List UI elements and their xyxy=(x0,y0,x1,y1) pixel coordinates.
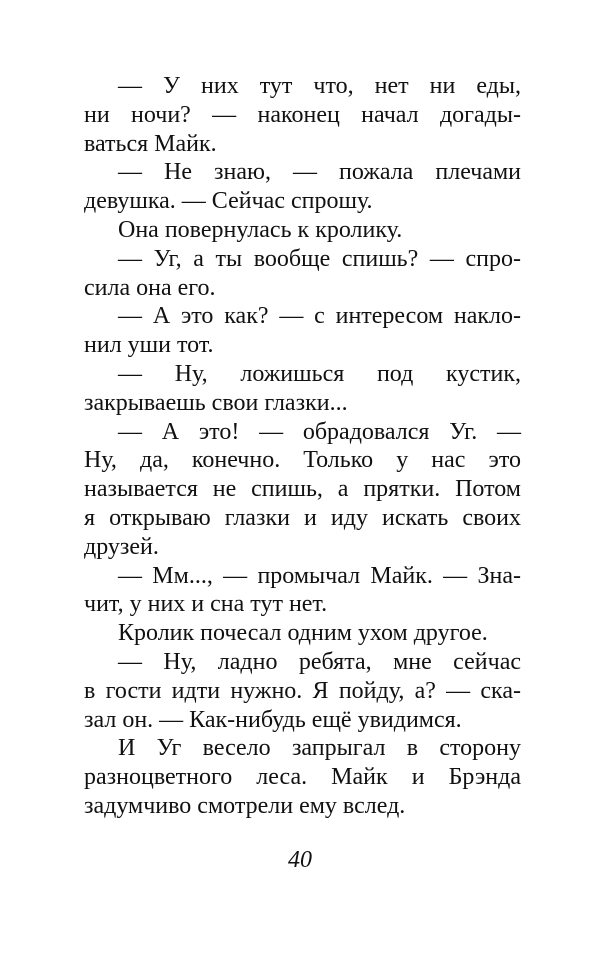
text-line: И Уг весело запрыгал в сторону xyxy=(118,735,521,762)
page-body-text xyxy=(84,72,521,821)
text-line: сила она его. xyxy=(84,274,216,301)
text-line: Она повернулась к кролику. xyxy=(118,216,403,243)
text-line: ни ночи? — наконец начал догады- xyxy=(84,101,521,128)
text-line: — Уг, а ты вообще спишь? — спро- xyxy=(118,245,521,272)
text-line: Ну, да, конечно. Только у нас это xyxy=(84,447,521,474)
text-line: чит, у них и сна тут нет. xyxy=(84,591,328,618)
text-line: — У них тут что, нет ни еды, xyxy=(118,73,521,99)
text-line: называется не спишь, а прятки. Потом xyxy=(84,476,521,503)
text-line: друзей. xyxy=(84,533,159,560)
page-number: 40 xyxy=(288,847,312,873)
text-line: — Ну, ладно ребята, мне сейчас xyxy=(118,648,521,675)
text-line: — Не знаю, — пожала плечами xyxy=(118,159,521,186)
text-line: закрываешь свои глазки... xyxy=(84,389,348,416)
text-line: — Ну, ложишься под кустик, xyxy=(118,360,521,387)
text-line: Кролик почесал одним ухом другое. xyxy=(118,620,488,647)
text-line: ваться Майк. xyxy=(84,130,217,157)
text-line: в гости идти нужно. Я пойду, а? — ска- xyxy=(84,677,521,704)
text-line: девушка. — Сейчас спрошу. xyxy=(84,188,373,215)
text-line: — А это как? — с интересом накло- xyxy=(118,303,521,330)
text-line: зал он. — Как-нибудь ещё увидимся. xyxy=(84,706,462,733)
text-line: задумчиво смотрели ему вслед. xyxy=(84,792,406,819)
text-line: — Мм..., — промычал Майк. — Зна- xyxy=(118,562,521,589)
text-line: нил уши тот. xyxy=(84,332,214,359)
text-line: я открываю глазки и иду искать своих xyxy=(84,504,521,531)
text-line: разноцветного леса. Майк и Брэнда xyxy=(84,764,521,791)
text-line: — А это! — обрадовался Уг. — xyxy=(118,418,521,445)
